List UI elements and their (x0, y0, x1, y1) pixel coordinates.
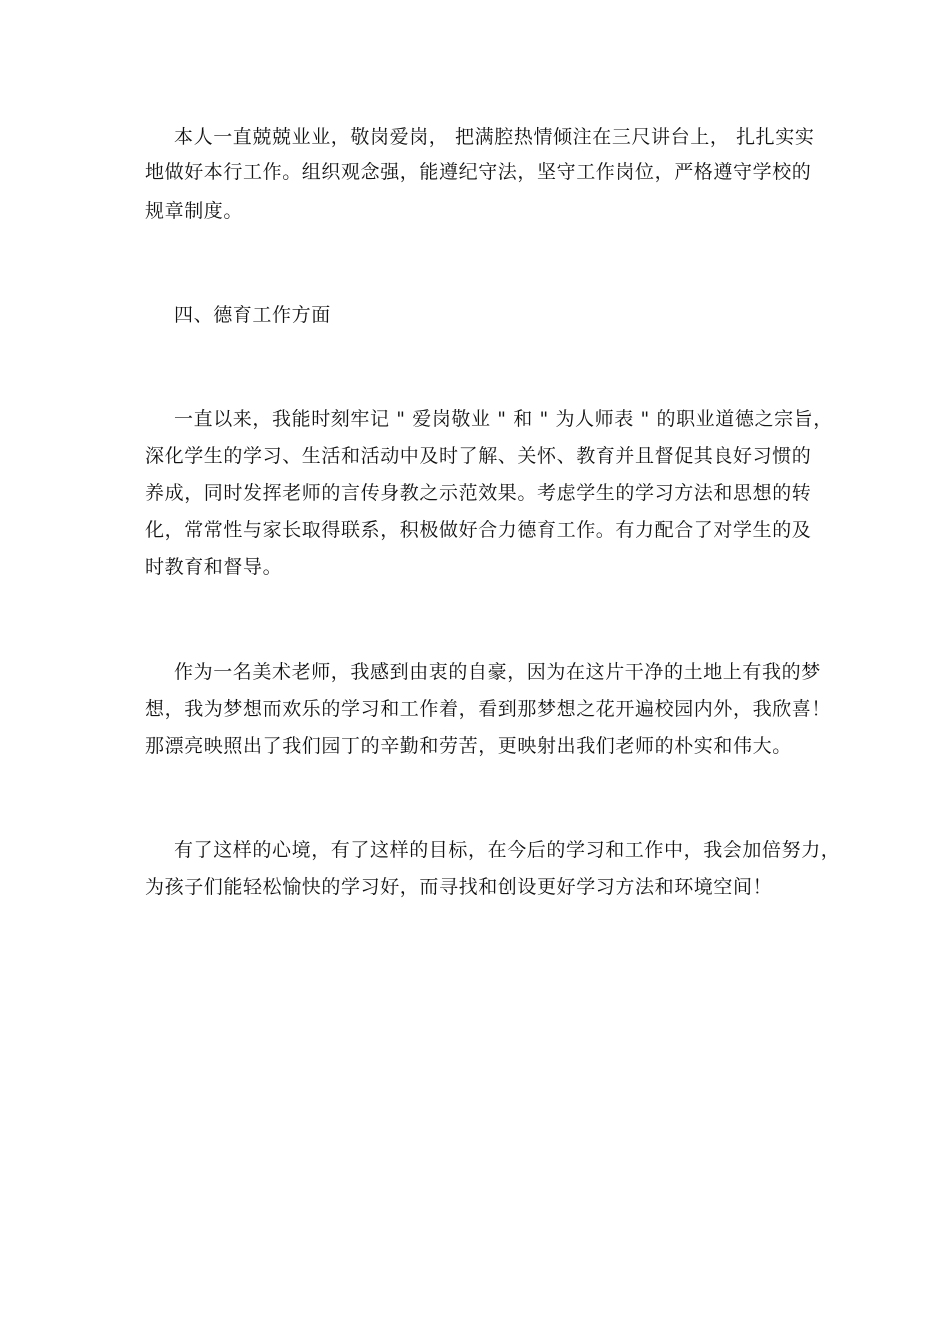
paragraph-line: 规章制度。 (145, 200, 244, 222)
paragraph-line: 化，常常性与家长取得联系，积极做好合力德育工作。有力配合了对学生的及 (145, 519, 812, 541)
paragraph-line: 为孩子们能轻松愉快的学习好，而寻找和创设更好学习方法和环境空间！ (145, 876, 773, 898)
paragraph-line: 时教育和督导。 (145, 556, 283, 578)
paragraph-line: 地做好本行工作。组织观念强，能遵纪守法，坚守工作岗位，严格遵守学校的 (145, 161, 812, 183)
paragraph-line: 想，我为梦想而欢乐的学习和工作着，看到那梦想之花开遍校园内外，我欣喜！ (145, 698, 832, 720)
paragraph-line: 一直以来，我能时刻牢记 " 爱岗敬业 " 和 " 为人师表 " 的职业道德之宗旨， (174, 408, 833, 430)
paragraph-line: 那漂亮映照出了我们园丁的辛勤和劳苦，更映射出我们老师的朴实和伟大。 (145, 735, 792, 757)
section-heading-moral-education: 四、德育工作方面 (174, 304, 331, 326)
paragraph-line: 作为一名美术老师，我感到由衷的自豪，因为在这片干净的土地上有我的梦 (174, 661, 821, 683)
paragraph-line: 深化学生的学习、生活和活动中及时了解、关怀、教育并且督促其良好习惯的 (145, 445, 812, 467)
paragraph-line: 本人一直兢兢业业，敬岗爱岗， 把满腔热情倾注在三尺讲台上， 扎扎实实 (174, 126, 815, 148)
paragraph-line: 有了这样的心境，有了这样的目标，在今后的学习和工作中，我会加倍努力， (174, 839, 841, 861)
paragraph-line: 养成，同时发挥老师的言传身教之示范效果。考虑学生的学习方法和思想的转 (145, 482, 812, 504)
